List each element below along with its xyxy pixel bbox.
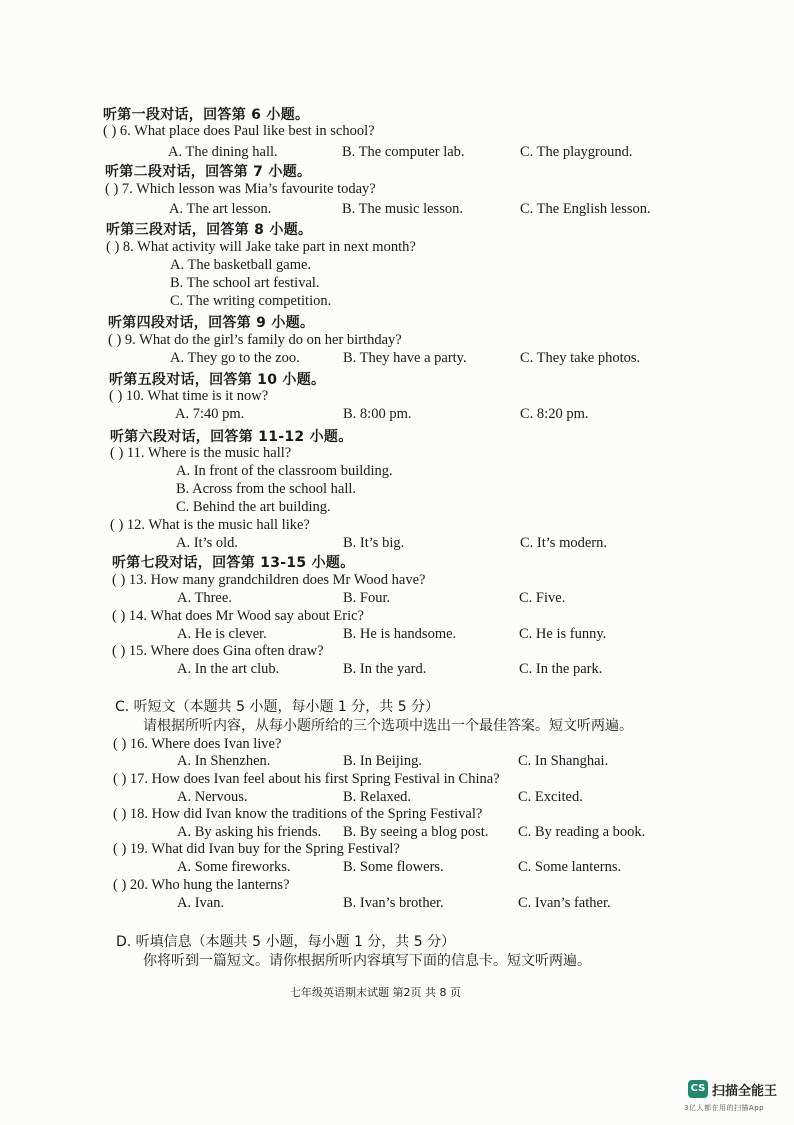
answer-option: C. In the park.	[519, 661, 603, 677]
answer-option: A. Some fireworks.	[177, 859, 291, 875]
answer-option: A. The dining hall.	[168, 144, 278, 160]
answer-option: B. It’s big.	[343, 535, 405, 551]
section-d-title: D. 听填信息（本题共 5 小题，每小题 1 分，共 5 分）	[116, 934, 456, 950]
dialogue-heading: 听第四段对话，回答第 9 小题。	[108, 315, 315, 331]
question-stem: ( ) 8. What activity will Jake take part in next month?	[106, 239, 416, 255]
question-stem: ( ) 20. Who hung the lanterns?	[113, 877, 290, 893]
answer-option: B. The computer lab.	[342, 144, 465, 160]
answer-option: B. They have a party.	[343, 350, 467, 366]
question-stem: ( ) 17. How does Ivan feel about his first Spring Festival in China?	[113, 771, 500, 787]
answer-option: A. In front of the classroom building.	[176, 463, 393, 479]
answer-option: C. The writing competition.	[170, 293, 332, 309]
answer-option: C. In Shanghai.	[518, 753, 609, 769]
question-stem: ( ) 7. Which lesson was Mia’s favourite today?	[105, 181, 376, 197]
question-stem: ( ) 11. Where is the music hall?	[110, 445, 292, 461]
watermark-subtitle: 3亿人都在用的扫描App	[684, 1104, 765, 1112]
section-d-instruction: 你将听到一篇短文。请你根据所听内容填写下面的信息卡。短文听两遍。	[143, 953, 591, 969]
answer-option: B. Across from the school hall.	[176, 481, 357, 497]
answer-option: B. Some flowers.	[343, 859, 444, 875]
answer-option: A. In Shenzhen.	[177, 753, 271, 769]
question-stem: ( ) 16. Where does Ivan live?	[113, 736, 282, 752]
answer-option: A. 7:40 pm.	[175, 406, 245, 422]
dialogue-heading: 听第一段对话，回答第 6 小题。	[103, 107, 310, 123]
question-stem: ( ) 15. Where does Gina often draw?	[112, 643, 324, 659]
answer-option: A. It’s old.	[176, 535, 239, 551]
answer-option: C. Ivan’s father.	[518, 895, 611, 911]
answer-option: A. Nervous.	[177, 789, 248, 805]
answer-option: B. By seeing a blog post.	[343, 824, 489, 840]
question-stem: ( ) 9. What do the girl’s family do on her birthday?	[108, 332, 402, 348]
section-c-title: C. 听短文（本题共 5 小题，每小题 1 分，共 5 分）	[115, 699, 440, 715]
answer-option: A. He is clever.	[177, 626, 267, 642]
answer-option: A. Ivan.	[177, 895, 225, 911]
question-stem: ( ) 18. How did Ivan know the traditions of the Spring Festival?	[113, 806, 483, 822]
answer-option: C. It’s modern.	[520, 535, 607, 551]
question-stem: ( ) 12. What is the music hall like?	[110, 517, 310, 533]
answer-option: A. By asking his friends.	[177, 824, 322, 840]
answer-option: A. In the art club.	[177, 661, 280, 677]
question-stem: ( ) 14. What does Mr Wood say about Eric?	[112, 608, 364, 624]
page-footer: 七年级英语期末试题 第2页 共 8 页	[290, 986, 461, 999]
answer-option: B. Relaxed.	[343, 789, 412, 805]
dialogue-heading: 听第六段对话，回答第 11-12 小题。	[110, 429, 353, 445]
watermark-name: 扫描全能王	[712, 1084, 778, 1099]
answer-option: C. The playground.	[520, 144, 633, 160]
answer-option: C. He is funny.	[519, 626, 607, 642]
answer-option: C. By reading a book.	[518, 824, 646, 840]
answer-option: C. Five.	[519, 590, 566, 606]
answer-option: B. Ivan’s brother.	[343, 895, 444, 911]
question-stem: ( ) 10. What time is it now?	[109, 388, 269, 404]
dialogue-heading: 听第三段对话，回答第 8 小题。	[106, 222, 313, 238]
answer-option: B. The school art festival.	[170, 275, 320, 291]
answer-option: A. They go to the zoo.	[170, 350, 300, 366]
answer-option: B. He is handsome.	[343, 626, 457, 642]
answer-option: B. In the yard.	[343, 661, 427, 677]
answer-option: B. The music lesson.	[342, 201, 463, 217]
dialogue-heading: 听第二段对话，回答第 7 小题。	[105, 164, 312, 180]
dialogue-heading: 听第七段对话，回答第 13-15 小题。	[112, 555, 355, 571]
dialogue-heading: 听第五段对话，回答第 10 小题。	[109, 372, 326, 388]
answer-option: B. 8:00 pm.	[343, 406, 412, 422]
camscanner-logo-icon: CS	[688, 1080, 708, 1098]
section-c-instruction: 请根据所听内容，从每小题所给的三个选项中选出一个最佳答案。短文听两遍。	[143, 718, 633, 734]
answer-option: A. Three.	[177, 590, 232, 606]
answer-option: C. Behind the art building.	[176, 499, 331, 515]
answer-option: C. Excited.	[518, 789, 583, 805]
answer-option: B. Four.	[343, 590, 391, 606]
answer-option: C. They take photos.	[520, 350, 641, 366]
answer-option: B. In Beijing.	[343, 753, 422, 769]
question-stem: ( ) 13. How many grandchildren does Mr Wood have?	[112, 572, 426, 588]
answer-option: A. The basketball game.	[170, 257, 312, 273]
question-stem: ( ) 19. What did Ivan buy for the Spring Festival?	[113, 841, 400, 857]
answer-option: C. 8:20 pm.	[520, 406, 589, 422]
answer-option: C. The English lesson.	[520, 201, 651, 217]
answer-option: A. The art lesson.	[169, 201, 272, 217]
question-stem: ( ) 6. What place does Paul like best in school?	[103, 123, 375, 139]
answer-option: C. Some lanterns.	[518, 859, 622, 875]
